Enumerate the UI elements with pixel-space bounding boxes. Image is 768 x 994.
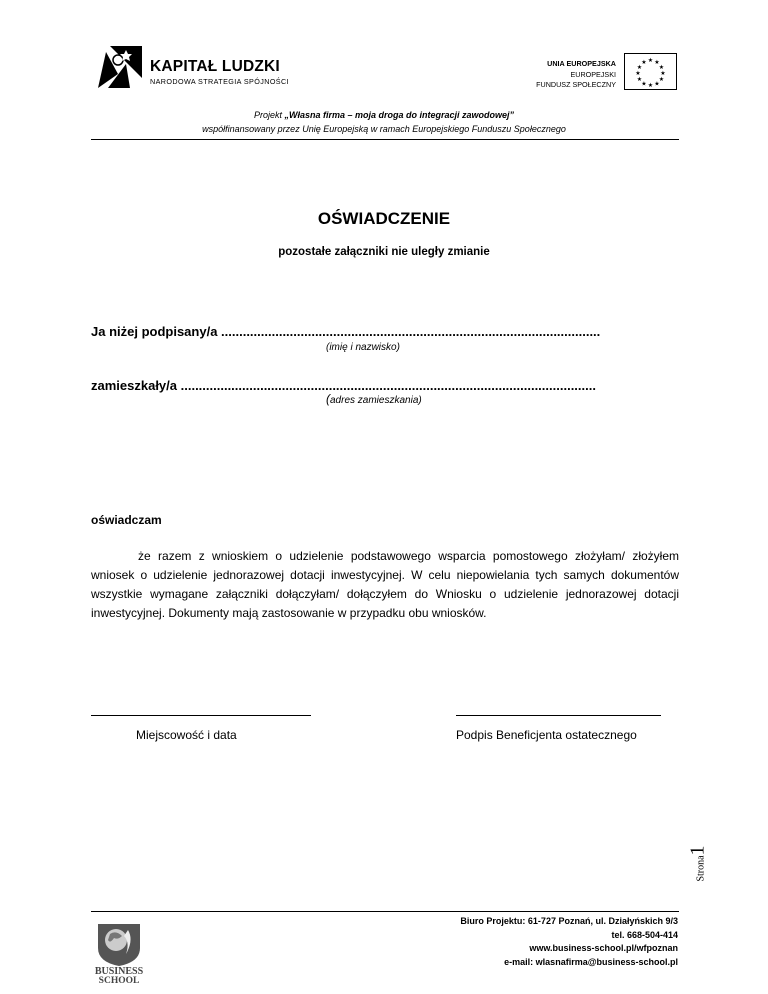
footer-contact [460, 915, 678, 969]
address-field[interactable]: zamieszkały/a ................................................................................................................... [91, 378, 596, 393]
place-date-line[interactable] [91, 715, 311, 716]
svg-text:★: ★ [658, 76, 665, 83]
footer-divider [91, 911, 679, 912]
name-field[interactable]: Ja niżej podpisany/a ......................................................................................................... [91, 324, 601, 339]
eu-line2: EUROPEJSKI [570, 69, 616, 79]
footer-email[interactable]: e-mail: wlasnafirma@business-school.pl [504, 956, 678, 967]
page-word: Strona [695, 855, 707, 882]
svg-text:★: ★ [641, 80, 647, 88]
eu-line3: FUNDUSZ SPOŁECZNY [536, 80, 616, 89]
kapital-ludzki-subtitle: NARODOWA STRATEGIA SPÓJNOŚCI [150, 77, 289, 86]
project-prefix: Projekt [253, 110, 285, 120]
signature-label: Podpis Beneficjenta ostatecznego [456, 728, 637, 742]
page-num: 1 [686, 845, 709, 856]
declaration-text: że razem z wnioskiem o udzielenie podstawowego wsparcia pomostowego złożyłam/ złożyłem wniosek o udzielenie jednorazowej dotacji inwestycyjnej. W celu niepowielania tych samych dokumentów wszystkie wymagane załączniki dołączyłam/ dołączyłem do Wniosku o udzielenie jednorazowej dotacji inwestycyjnej. Dokumenty mają zastosowanie w przypadku obu wniosków. [91, 549, 679, 620]
kapital-ludzki-logo-icon [96, 44, 144, 90]
svg-text:★: ★ [636, 64, 643, 71]
svg-text:★: ★ [658, 64, 665, 71]
footer-address: Biuro Projektu: 61-727 Poznań, ul. Działyńskich 9/3 [460, 916, 678, 926]
eu-flag-icon [624, 53, 677, 90]
place-date-label: Miejscowość i data [136, 728, 237, 742]
project-name: „Własna firma – moja droga do integracji zawodowej” [284, 110, 515, 120]
name-hint: (imię i nazwisko) [326, 342, 400, 353]
logo-line2: SCHOOL [98, 976, 140, 984]
address-hint-text: adres zamieszkania) [330, 395, 422, 406]
svg-text:★: ★ [647, 82, 654, 89]
kapital-ludzki-title: KAPITAŁ LUDZKI [150, 58, 280, 75]
svg-text:★: ★ [641, 59, 647, 66]
eu-line1: UNIA EUROPEJSKA [547, 59, 616, 68]
declaration-body [91, 547, 679, 623]
address-hint-paren: ( [326, 392, 330, 406]
svg-text:★: ★ [647, 57, 654, 64]
footer-web[interactable]: www.business-school.pl/wfpoznan [529, 943, 678, 953]
business-school-logo-icon [92, 918, 146, 984]
page-number [686, 840, 762, 900]
footer-phone: tel. 668-504-414 [611, 929, 678, 940]
signature-line[interactable] [456, 715, 661, 716]
cofinance-line: współfinansowany przez Unię Europejską w ramach Europejskiego Funduszu Społecznego [202, 124, 566, 134]
document-subtitle: pozostałe załączniki nie uległy zmianie [278, 246, 490, 258]
eu-logo-text [536, 59, 616, 91]
svg-text:★: ★ [660, 70, 666, 77]
document-title: OŚWIADCZENIE [317, 209, 451, 228]
svg-text:★: ★ [635, 70, 641, 77]
svg-text:★: ★ [654, 59, 660, 66]
project-line [0, 110, 768, 120]
svg-text:★: ★ [654, 80, 660, 88]
svg-text:★: ★ [636, 76, 643, 83]
logo-line1: BUSINESS [94, 966, 144, 977]
declare-heading: oświadczam [91, 513, 162, 527]
header-divider [91, 139, 679, 140]
address-hint [326, 392, 422, 406]
